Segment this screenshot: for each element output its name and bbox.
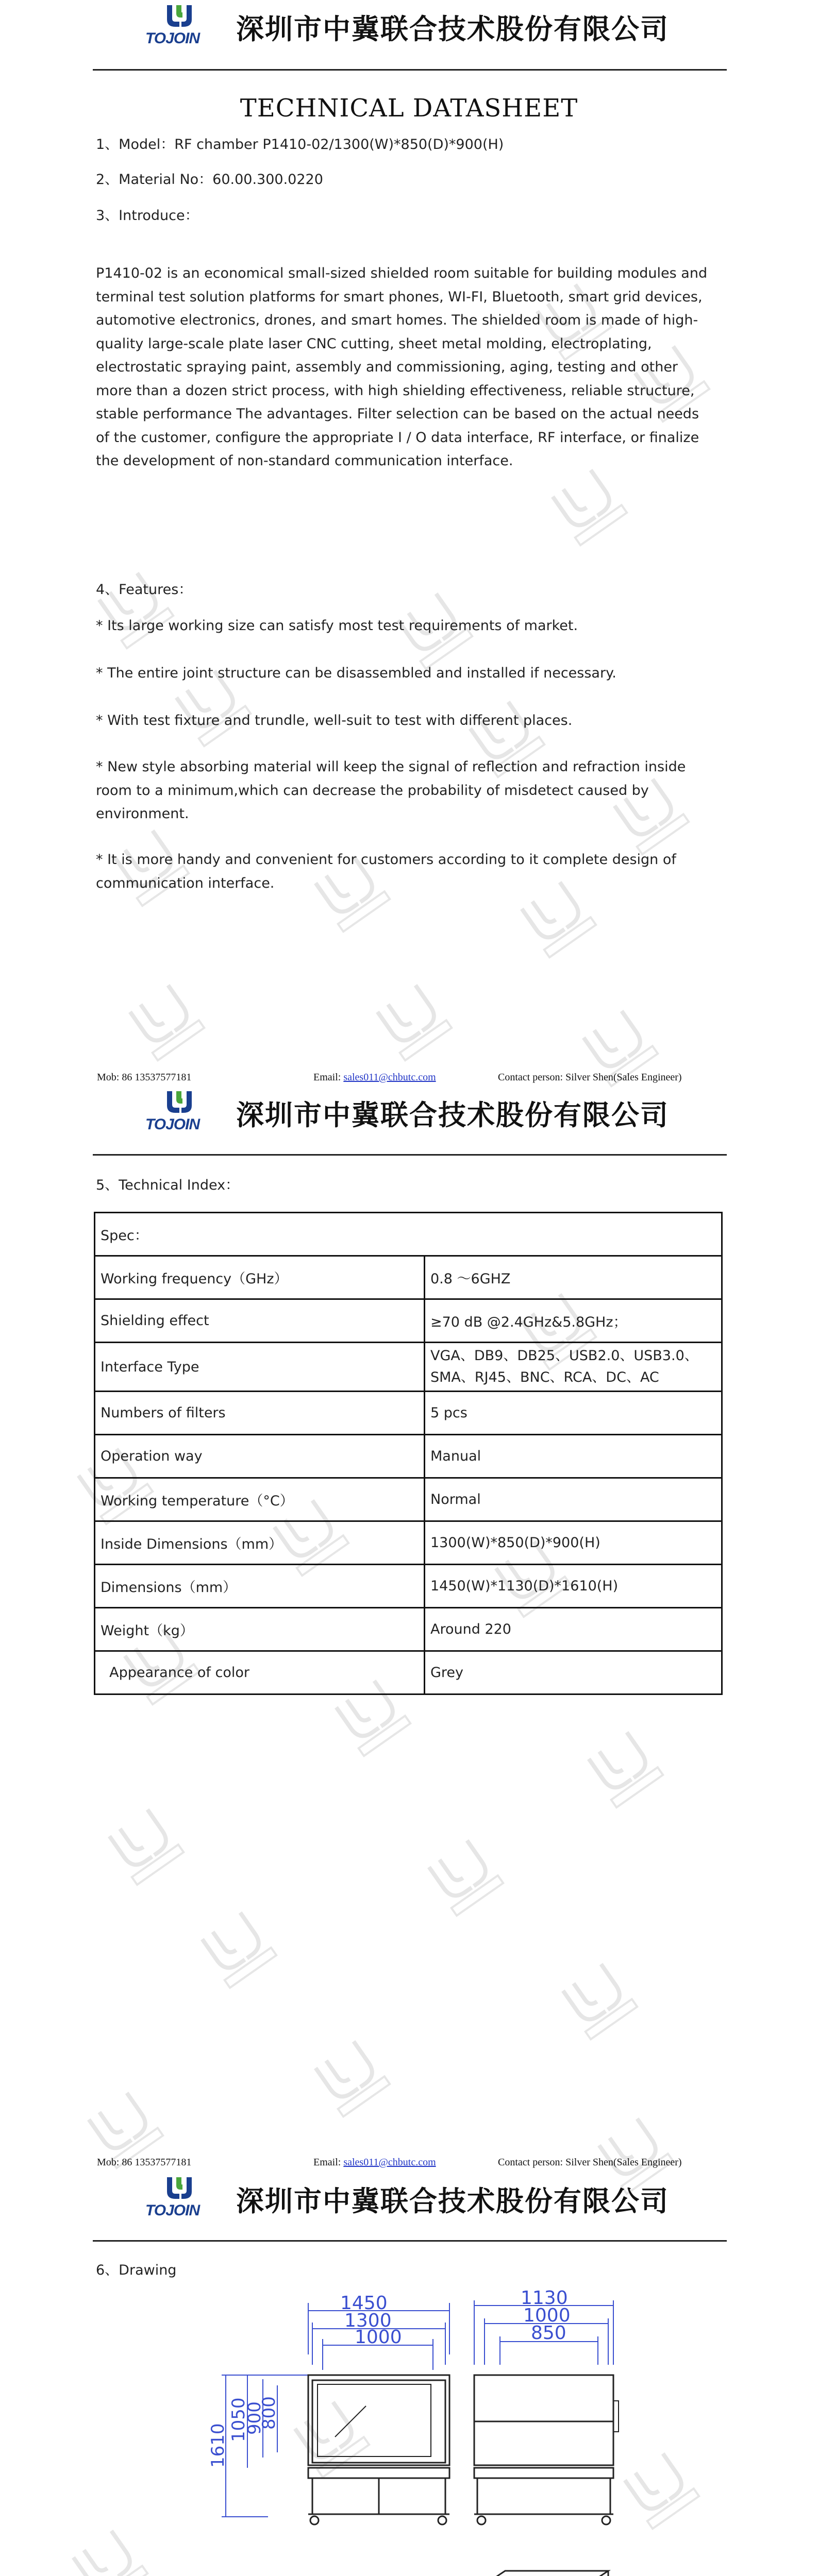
drawing-heading: 6、Drawing (96, 2262, 177, 2278)
feature-item: * New style absorbing material will keep the signal of reflection and refraction inside room to a minimum,which can decrease the probability of misdetect caused by environment. (96, 759, 686, 822)
watermark-logo-icon (196, 1906, 273, 1984)
spec-key: Working temperature（°C） (95, 1478, 425, 1521)
spec-key: Appearance of color (95, 1651, 425, 1694)
dim-label: 1300 (344, 2310, 392, 2331)
logo-text: TOJOIN (145, 30, 200, 47)
spec-value: 1450(W)*1130(D)*1610(H) (425, 1565, 722, 1608)
page3-header (0, 2172, 818, 2234)
technical-index-heading: 5、Technical Index： (96, 1177, 240, 1193)
dim-label: 1000 (355, 2327, 402, 2348)
company-name: 深圳市中冀联合技术股份有限公司 (236, 2184, 669, 2217)
dim-label: 1130 (521, 2287, 568, 2309)
watermark-logo-icon (309, 2035, 387, 2112)
watermark-logo-icon (619, 2447, 696, 2524)
email-link[interactable]: sales011@chbutc.com (343, 2157, 436, 2168)
spec-value: Grey (425, 1651, 722, 1694)
email-link[interactable]: sales011@chbutc.com (343, 1072, 436, 1083)
spec-key: Numbers of filters (95, 1392, 425, 1435)
watermark-logo-icon (67, 2524, 144, 2576)
watermark-logo-icon (423, 1834, 500, 1911)
watermark-logo-icon (103, 1803, 180, 1880)
dim-label: 1450 (340, 2293, 388, 2314)
company-name: 深圳市中冀联合技术股份有限公司 (236, 12, 669, 45)
header-divider (93, 1154, 727, 1156)
logo-text: TOJOIN (145, 1116, 200, 1133)
table-row (95, 1521, 722, 1565)
dim-label: 900 (244, 2401, 265, 2435)
feature-item: * The entire joint structure can be disassembled and installed if necessary. (96, 665, 616, 681)
table-row (95, 1435, 722, 1478)
footer-email: Email: sales011@chbutc.com (313, 1072, 436, 1083)
spec-key: Interface Type (95, 1343, 425, 1392)
logo-text: TOJOIN (145, 2202, 200, 2219)
spec-table (94, 1212, 723, 1695)
tojoin-logo-icon (164, 1090, 195, 1115)
table-row (95, 1651, 722, 1694)
spec-key: Dimensions（mm） (95, 1565, 425, 1608)
table-row (95, 1256, 722, 1299)
feature-item: * Its large working size can satisfy most test requirements of market. (96, 618, 578, 634)
watermark-logo-icon (124, 979, 201, 1056)
feature-item: * It is more handy and convenient for customers according to it complete design of communication interface. (96, 852, 676, 891)
tojoin-logo-icon (164, 4, 195, 29)
model-line: 1、Model：RF chamber P1410-02/1300(W)*850(D)*900(H) (96, 137, 504, 152)
footer-email: Email: sales011@chbutc.com (313, 2157, 436, 2168)
table-row (95, 1565, 722, 1608)
spec-value: ≥70 dB @2.4GHz&5.8GHz； (425, 1299, 722, 1343)
company-name: 深圳市中冀联合技术股份有限公司 (236, 1098, 669, 1131)
introduce-heading: 3、Introduce： (96, 208, 199, 224)
spec-value: 5 pcs (425, 1392, 722, 1435)
spec-key: Inside Dimensions（mm） (95, 1521, 425, 1565)
header-divider (93, 2240, 727, 2242)
spec-value: 1300(W)*850(D)*900(H) (425, 1521, 722, 1565)
table-row (95, 1343, 722, 1392)
spec-value: Manual (425, 1435, 722, 1478)
watermark-logo-icon (546, 464, 624, 541)
spec-header-cell: Spec： (95, 1213, 722, 1256)
dim-label: 850 (531, 2323, 566, 2344)
table-row (95, 1213, 722, 1256)
footer-contact: Contact person: Silver Shen(Sales Engineer) (498, 1072, 682, 1083)
dim-label: 800 (259, 2396, 279, 2430)
header-divider (93, 69, 727, 71)
footer-mobile: Mob: 86 13537577181 (97, 1072, 192, 1083)
tojoin-logo-icon (164, 2176, 195, 2201)
spec-value: VGA、DB9、DB25、USB2.0、USB3.0、SMA、RJ45、BNC、RCA、DC、AC (425, 1343, 722, 1392)
watermark-logo-icon (582, 1726, 660, 1803)
footer-mobile: Mob: 86 13537577181 (97, 2157, 192, 2168)
material-line: 2、Material No：60.00.300.0220 (96, 172, 323, 188)
spec-key: Working frequency（GHz） (95, 1256, 425, 1299)
watermark-logo-icon (82, 2087, 160, 2164)
watermark-logo-icon (557, 1958, 634, 2035)
table-row (95, 1299, 722, 1343)
introduce-paragraph: P1410-02 is an economical small-sized shielded room suitable for building modules and terminal test solution platforms for smart phones, WI-FI, Bluetooth, smart grid devices, automotive electronics, drones, and smart homes. The shielded room is made of high-quality large-scale plate laser CNC cutting, sheet metal molding, electroplating, electrostatic spraying paint, assembly and commissioning, aging, testing and other more than a dozen strict process, with high shielding effectiveness, reliable structure, stable performance The advantages. Filter selection can be based on the actual needs of the customer, configure the appropriate I / O data interface, RF interface, or finalize the development of non-standard communication interface. (96, 265, 708, 469)
table-row (95, 1478, 722, 1521)
table-row (95, 1608, 722, 1651)
spec-key: Weight（kg） (95, 1608, 425, 1651)
page1-header (0, 0, 818, 62)
dim-label: 1610 (208, 2423, 228, 2468)
spec-value: 0.8 ～6GHZ (425, 1256, 722, 1299)
page2-footer (97, 2157, 721, 2172)
feature-item: * With test fixture and trundle, well-suit to test with different places. (96, 713, 573, 728)
dim-label: 1000 (523, 2305, 571, 2326)
watermark-logo-icon (371, 979, 448, 1056)
front-view-drawing (208, 2287, 619, 2540)
page1-footer (97, 1072, 721, 1087)
page2-header (0, 1086, 818, 1148)
footer-contact: Contact person: Silver Shen(Sales Engineer) (498, 2157, 682, 2168)
watermark-logo-icon (577, 1005, 655, 1082)
features-heading: 4、Features： (96, 582, 193, 598)
page-title: TECHNICAL DATASHEET (240, 94, 578, 123)
spec-key: Shielding effect (95, 1299, 425, 1343)
dim-label: 1050 (228, 2397, 249, 2442)
spec-value: Normal (425, 1478, 722, 1521)
table-row (95, 1392, 722, 1435)
spec-key: Operation way (95, 1435, 425, 1478)
spec-value: Around 220 (425, 1608, 722, 1651)
